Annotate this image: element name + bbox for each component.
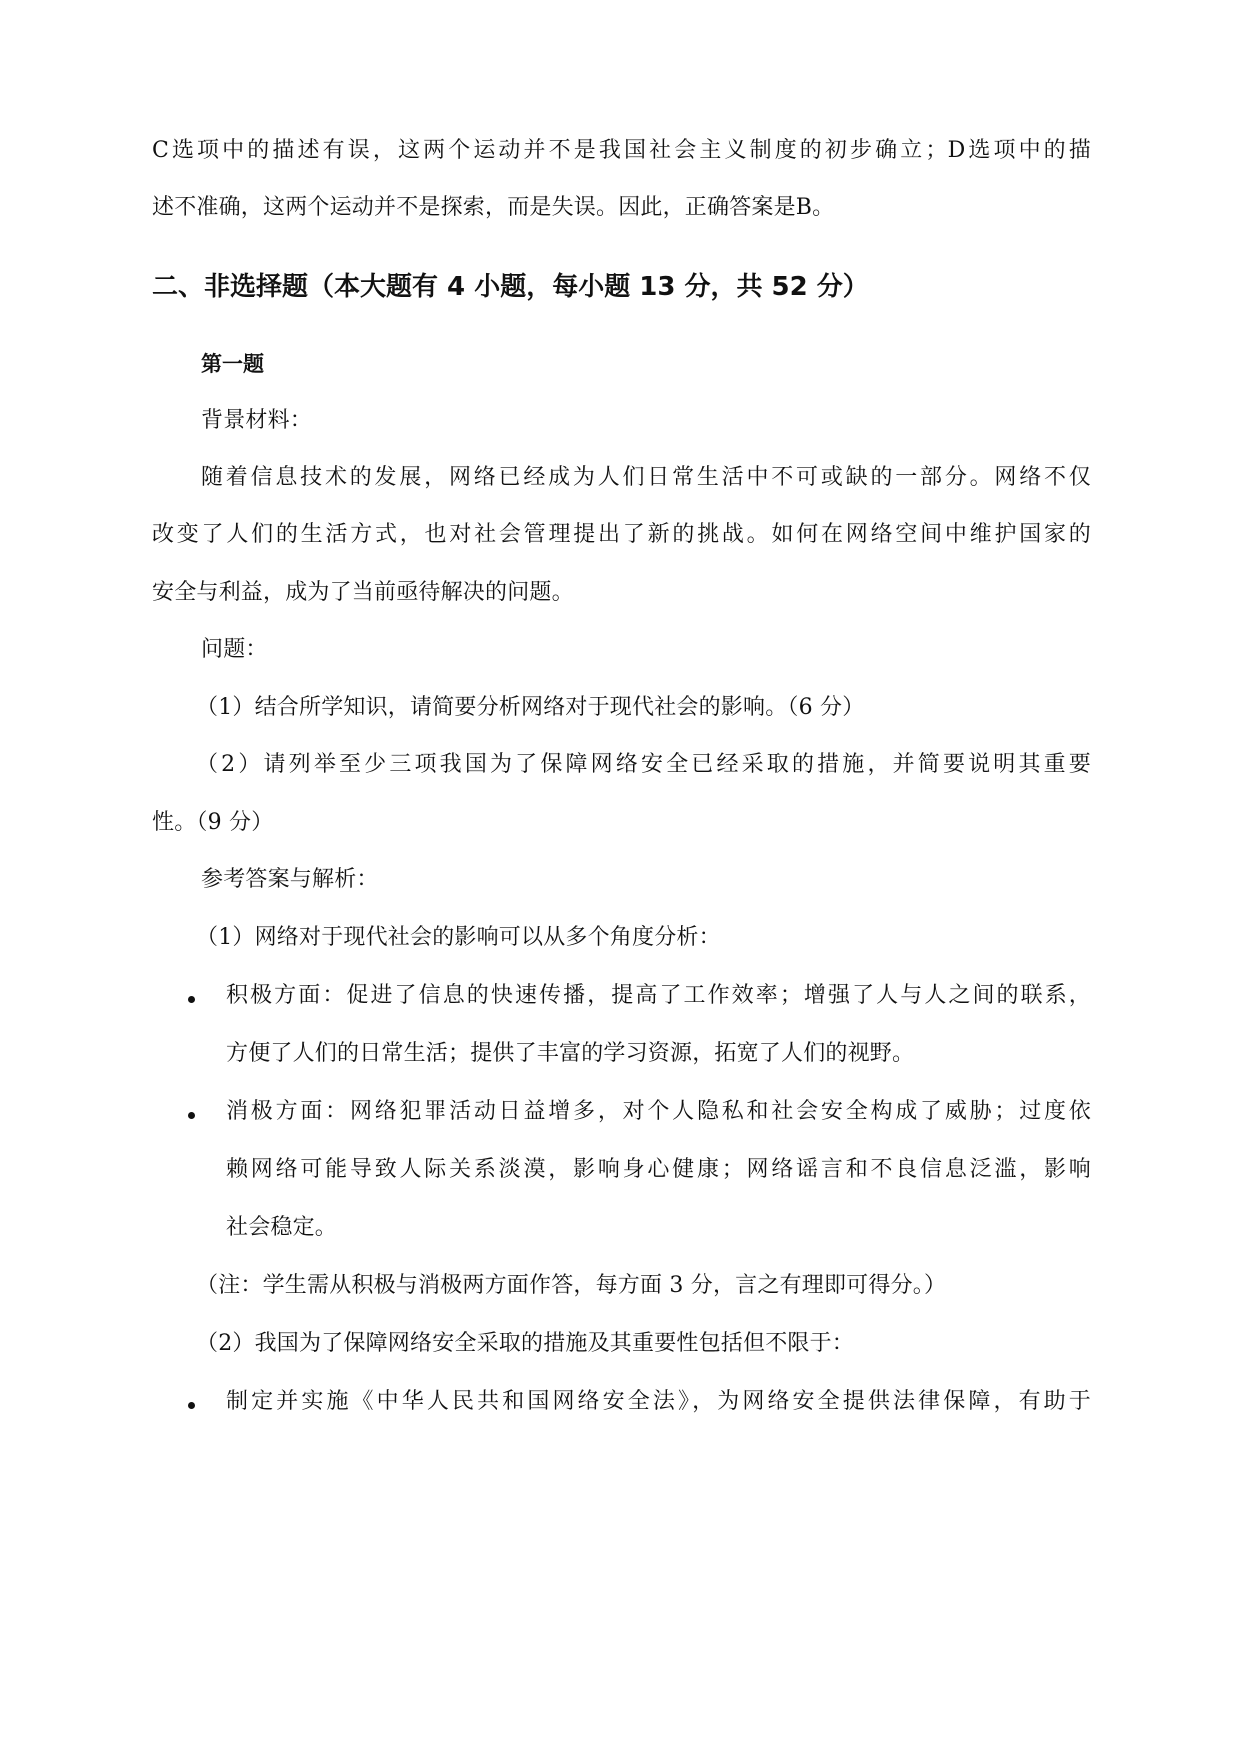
bullet-line: 社会稳定。 xyxy=(226,1215,338,1240)
bullet-icon xyxy=(188,996,195,1003)
bullet-line: 赖网络可能导致人际关系淡漠，影响身心健康；网络谣言和不良信息泛滥，影响 xyxy=(226,1157,1091,1182)
question-2-line: （2）请列举至少三项我国为了保障网络安全已经采取的措施，并简要说明其重要 xyxy=(196,752,1091,777)
bullet-icon xyxy=(188,1112,195,1119)
answer-1-intro: （1）网络对于现代社会的影响可以从多个角度分析： xyxy=(196,925,721,950)
background-line: 随着信息技术的发展，网络已经成为人们日常生活中不可或缺的一部分。网络不仅 xyxy=(201,465,1091,490)
bullet-line: 制定并实施《中华人民共和国网络安全法》，为网络安全提供法律保障，有助于 xyxy=(226,1389,1091,1414)
bullet-line: 方便了人们的日常生活；提供了丰富的学习资源，拓宽了人们的视野。 xyxy=(226,1041,915,1066)
background-line: 改变了人们的生活方式，也对社会管理提出了新的挑战。如何在网络空间中维护国家的 xyxy=(152,522,1091,547)
bullet-line: 消极方面：网络犯罪活动日益增多，对个人隐私和社会安全构成了威胁；过度依 xyxy=(226,1099,1091,1124)
answer-label: 参考答案与解析： xyxy=(201,867,379,892)
background-line: 安全与利益，成为了当前亟待解决的问题。 xyxy=(152,580,574,605)
grading-note: （注：学生需从积极与消极两方面作答，每方面 3 分，言之有理即可得分。） xyxy=(196,1273,947,1298)
answer-2-intro: （2）我国为了保障网络安全采取的措施及其重要性包括但不限于： xyxy=(196,1331,854,1356)
section-heading: 二、非选择题（本大题有 4 小题，每小题 13 分，共 52 分） xyxy=(152,272,869,302)
question-title: 第一题 xyxy=(201,352,264,376)
question-1: （1）结合所学知识，请简要分析网络对于现代社会的影响。（6 分） xyxy=(196,695,865,720)
bullet-icon xyxy=(188,1402,195,1409)
question-label: 问题： xyxy=(201,637,268,662)
paragraph-line: C选项中的描述有误，这两个运动并不是我国社会主义制度的初步确立；D选项中的描 xyxy=(152,138,1091,163)
paragraph-line: 述不准确，这两个运动并不是探索，而是失误。因此，正确答案是B。 xyxy=(152,195,835,220)
question-2-line: 性。（9 分） xyxy=(152,810,274,835)
bullet-line: 积极方面：促进了信息的快速传播，提高了工作效率；增强了人与人之间的联系， xyxy=(226,983,1091,1008)
background-label: 背景材料： xyxy=(201,408,313,433)
